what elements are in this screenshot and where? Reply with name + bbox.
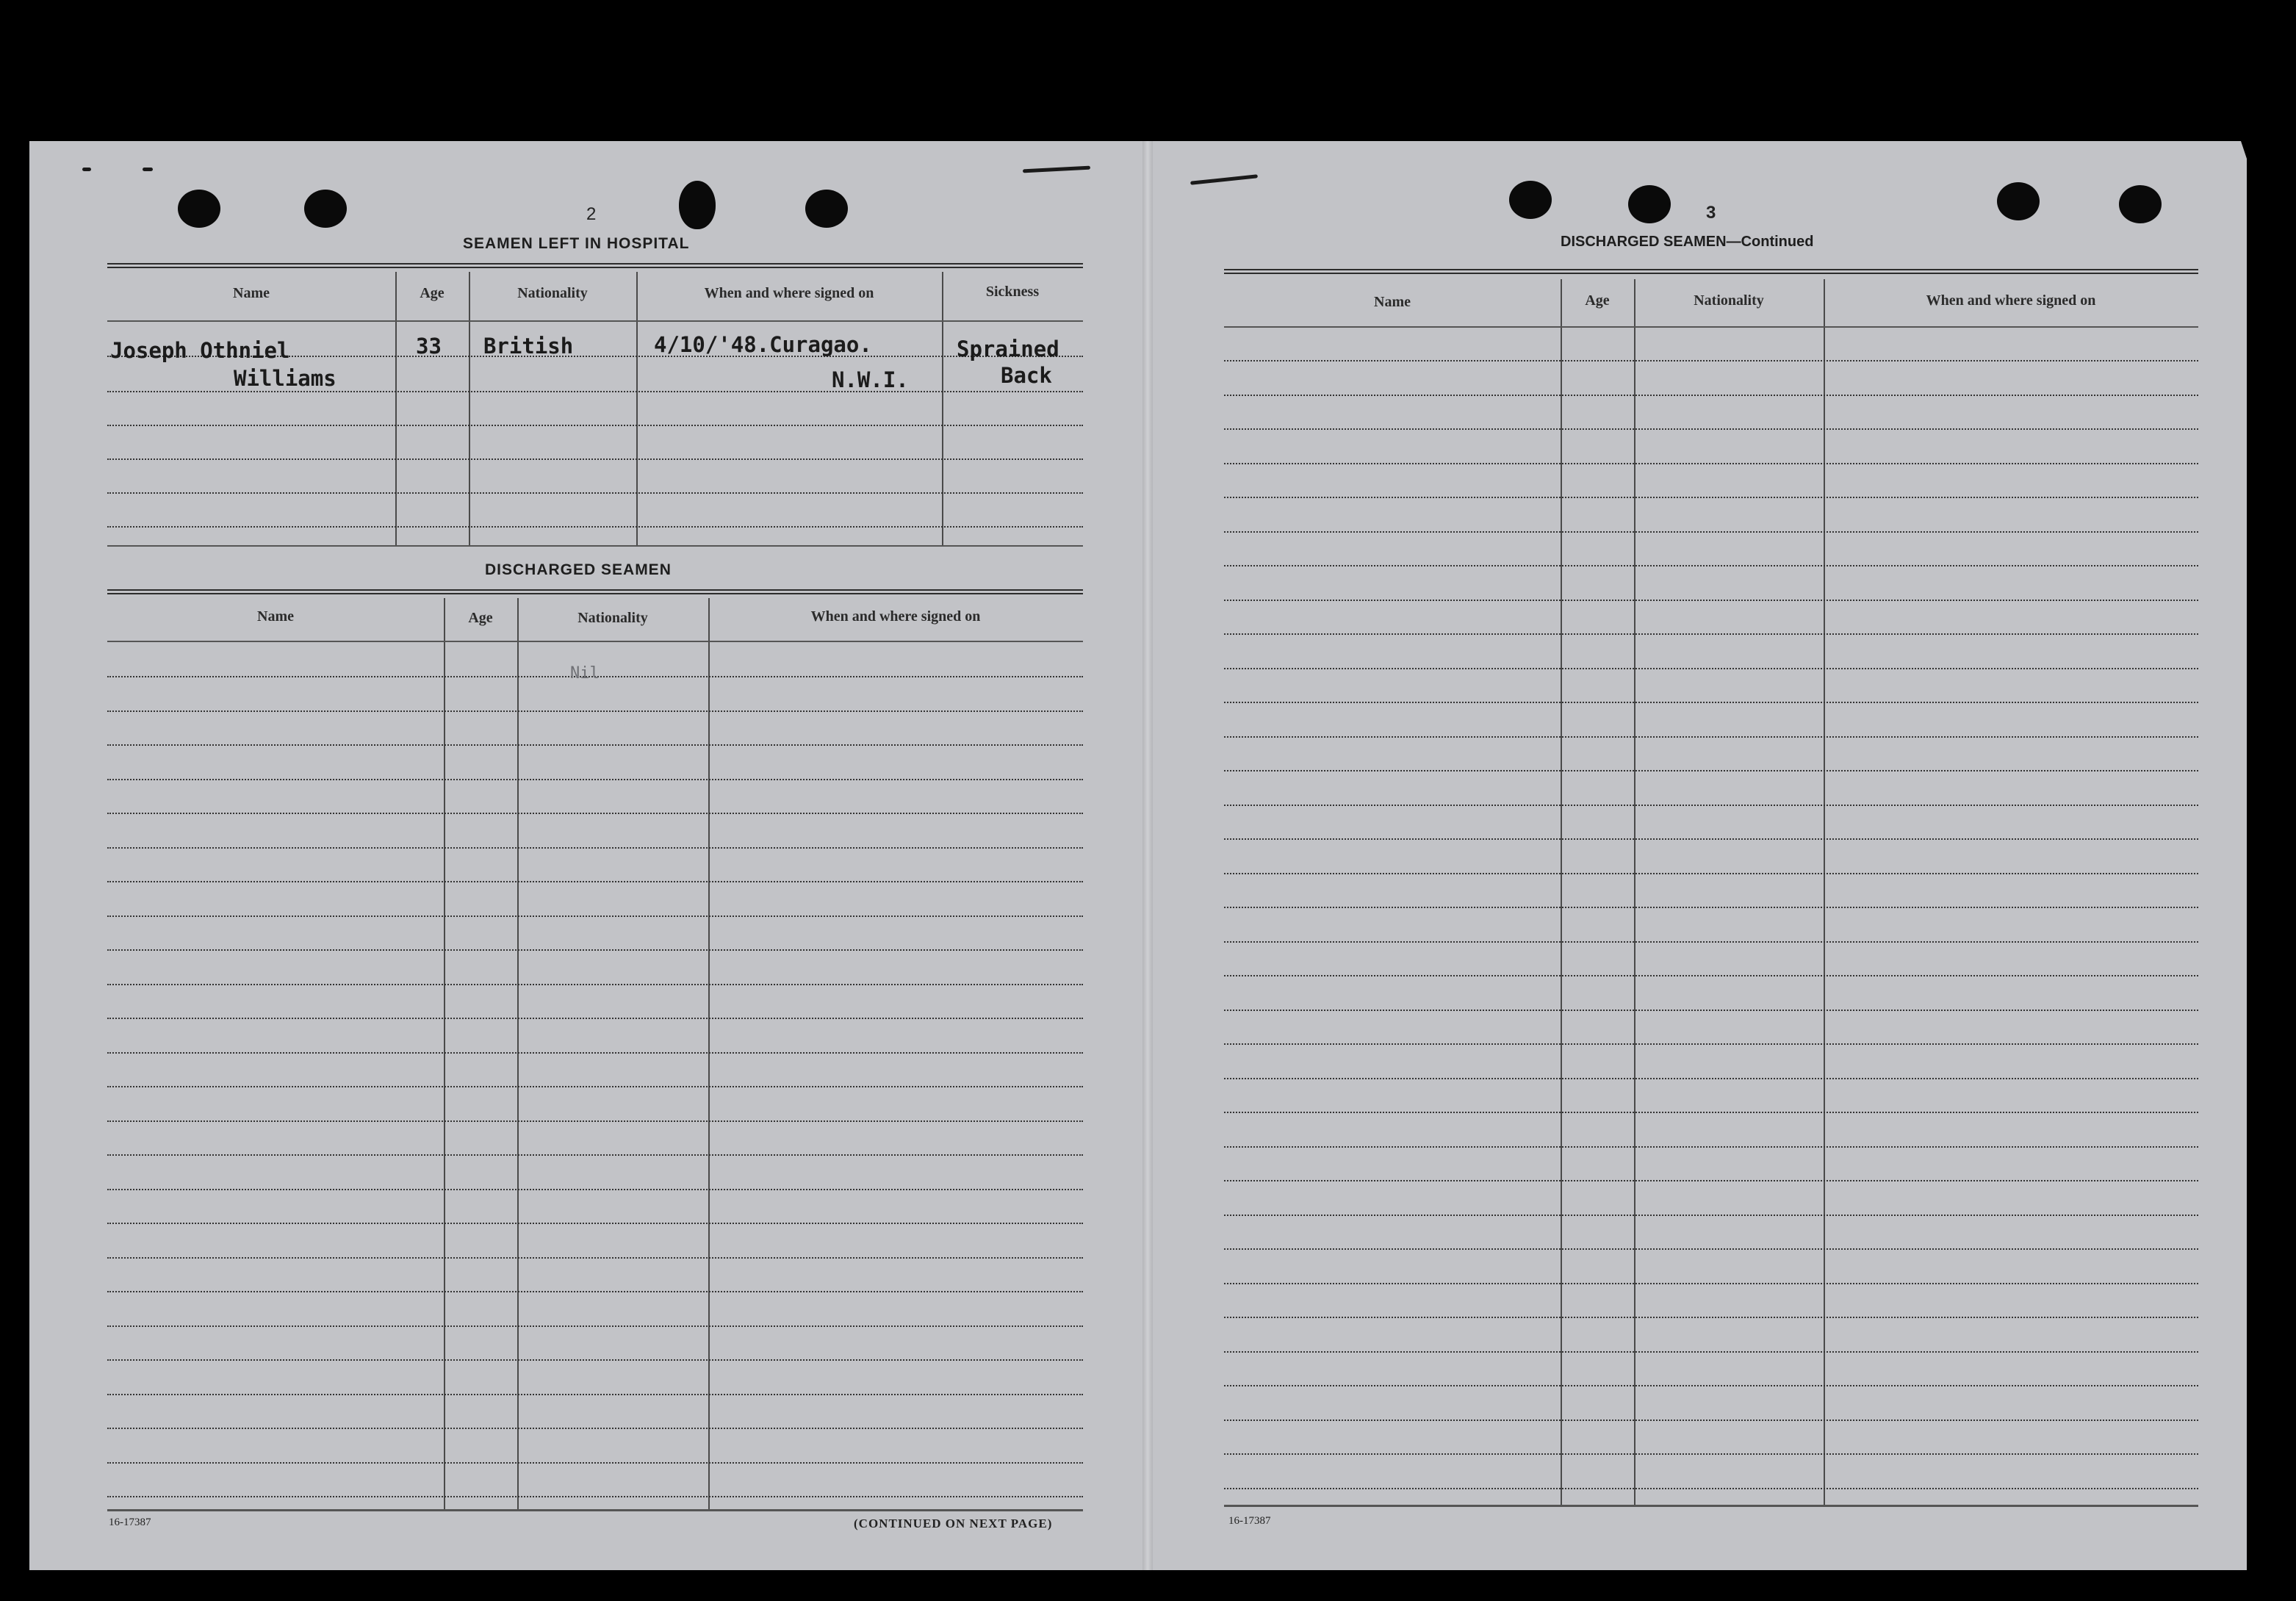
punch-hole (178, 190, 220, 228)
row-line (1224, 531, 2198, 533)
row-line (107, 526, 1083, 528)
column-divider (708, 598, 710, 1509)
row-line (107, 1052, 1083, 1054)
header-nationality: Nationality (577, 610, 648, 626)
discharged-table (107, 598, 1083, 1509)
row-line (107, 1189, 1083, 1190)
row-line (1224, 975, 2198, 976)
entry-nationality: British (483, 334, 574, 359)
row-line (107, 425, 1083, 426)
row-line (107, 1462, 1083, 1464)
entry-name-line1: Joseph Othniel (110, 338, 290, 363)
row-line (1224, 600, 2198, 601)
punch-hole (1509, 181, 1552, 219)
punch-hole (2119, 185, 2162, 223)
row-line (107, 1496, 1083, 1497)
row-line (1224, 838, 2198, 840)
header-name: Name (233, 285, 270, 301)
row-line (107, 744, 1083, 746)
discharged-continued-title: DISCHARGED SEAMEN—Continued (1561, 234, 1814, 250)
row-line (107, 1120, 1083, 1122)
row-line (107, 1257, 1083, 1259)
row-line (1224, 770, 2198, 771)
row-line (1224, 1453, 2198, 1455)
table-bottom-rule (1224, 1505, 2198, 1507)
row-line (1224, 702, 2198, 703)
page-number: 2 (586, 204, 597, 224)
column-divider (469, 272, 470, 545)
row-line (1224, 1248, 2198, 1250)
row-line (1224, 1420, 2198, 1421)
punch-hole (1997, 182, 2040, 220)
header-rule (1224, 326, 2198, 328)
header-age: Age (420, 285, 445, 301)
row-line (107, 1428, 1083, 1429)
row-line (1224, 1283, 2198, 1284)
row-line (107, 984, 1083, 985)
row-line (1224, 360, 2198, 361)
header-age: Age (468, 610, 493, 626)
row-line (107, 458, 1083, 460)
row-line (1224, 1351, 2198, 1353)
row-line (1224, 1010, 2198, 1011)
row-line (107, 1018, 1083, 1019)
row-line (1224, 463, 2198, 464)
row-line (107, 1325, 1083, 1327)
hospital-table (107, 272, 1083, 545)
nil-entry: Nil (570, 664, 600, 683)
header-signed-on: When and where signed on (1926, 292, 2096, 309)
punch-hole (679, 181, 716, 229)
row-line (107, 492, 1083, 494)
row-line (1224, 1043, 2198, 1045)
page-fold (1142, 141, 1153, 1570)
row-line (107, 779, 1083, 780)
column-divider (636, 272, 638, 545)
row-line (1224, 497, 2198, 498)
row-line (1224, 1215, 2198, 1216)
section-rule (107, 545, 1083, 547)
column-divider (444, 598, 445, 1509)
row-line (107, 391, 1083, 392)
row-line (107, 1223, 1083, 1224)
entry-sickness-line1: Sprained (957, 337, 1059, 361)
header-nationality: Nationality (1694, 292, 1764, 309)
hospital-section-title: SEAMEN LEFT IN HOSPITAL (463, 235, 690, 252)
pencil-mark (143, 168, 153, 171)
row-line (1224, 873, 2198, 874)
header-sickness: Sickness (985, 284, 1040, 300)
entry-sickness-line2: Back (1001, 363, 1052, 388)
continued-note: (CONTINUED ON NEXT PAGE) (854, 1517, 1053, 1530)
punch-hole (1628, 185, 1671, 223)
row-line (1224, 1385, 2198, 1386)
header-signed-on: When and where signed on (704, 285, 874, 301)
row-line (1224, 668, 2198, 669)
discharged-section-title: DISCHARGED SEAMEN (485, 561, 672, 578)
entry-age: 33 (416, 334, 442, 359)
form-number: 16-17387 (1228, 1515, 1271, 1527)
row-line (1224, 565, 2198, 566)
entry-name-line2: Williams (234, 366, 337, 391)
row-line (107, 1154, 1083, 1156)
row-line (107, 949, 1083, 951)
row-line (1224, 1112, 2198, 1113)
row-line (107, 710, 1083, 712)
form-number: 16-17387 (109, 1517, 151, 1528)
row-line (1224, 633, 2198, 635)
header-age: Age (1585, 292, 1610, 309)
header-nationality: Nationality (517, 285, 588, 301)
punch-hole (805, 190, 848, 228)
sheet-corner-notch (2241, 141, 2256, 185)
pencil-mark (82, 168, 91, 171)
row-line (1224, 1078, 2198, 1079)
column-divider (517, 598, 519, 1509)
row-line (107, 1359, 1083, 1361)
header-rule (107, 320, 1083, 322)
discharged-continued-table (1224, 279, 2198, 1505)
row-line (107, 1086, 1083, 1087)
row-line (107, 881, 1083, 882)
entry-signed-on-line1: 4/10/'48.Curagao. (654, 332, 872, 357)
row-line (107, 813, 1083, 814)
row-line (1224, 1180, 2198, 1181)
row-line (1224, 1488, 2198, 1489)
row-line (1224, 805, 2198, 806)
row-line (107, 847, 1083, 849)
row-line (107, 1291, 1083, 1292)
punch-hole (304, 190, 347, 228)
header-name: Name (257, 608, 294, 625)
header-name: Name (1374, 294, 1411, 310)
row-line (107, 915, 1083, 917)
row-line (1224, 941, 2198, 943)
entry-signed-on-line2: N.W.I. (832, 367, 909, 392)
title-rule (107, 589, 1083, 594)
row-line (107, 1394, 1083, 1395)
title-rule (107, 263, 1083, 268)
title-rule (1224, 269, 2198, 274)
row-line (1224, 736, 2198, 738)
row-line (1224, 1317, 2198, 1318)
page-number: 3 (1706, 203, 1716, 223)
header-signed-on: When and where signed on (810, 608, 981, 625)
column-divider (395, 272, 397, 545)
row-line (1224, 428, 2198, 430)
header-rule (107, 641, 1083, 642)
row-line (1224, 1146, 2198, 1148)
row-line (1224, 907, 2198, 908)
column-divider (942, 272, 943, 545)
table-bottom-rule (107, 1509, 1083, 1511)
row-line (1224, 395, 2198, 396)
